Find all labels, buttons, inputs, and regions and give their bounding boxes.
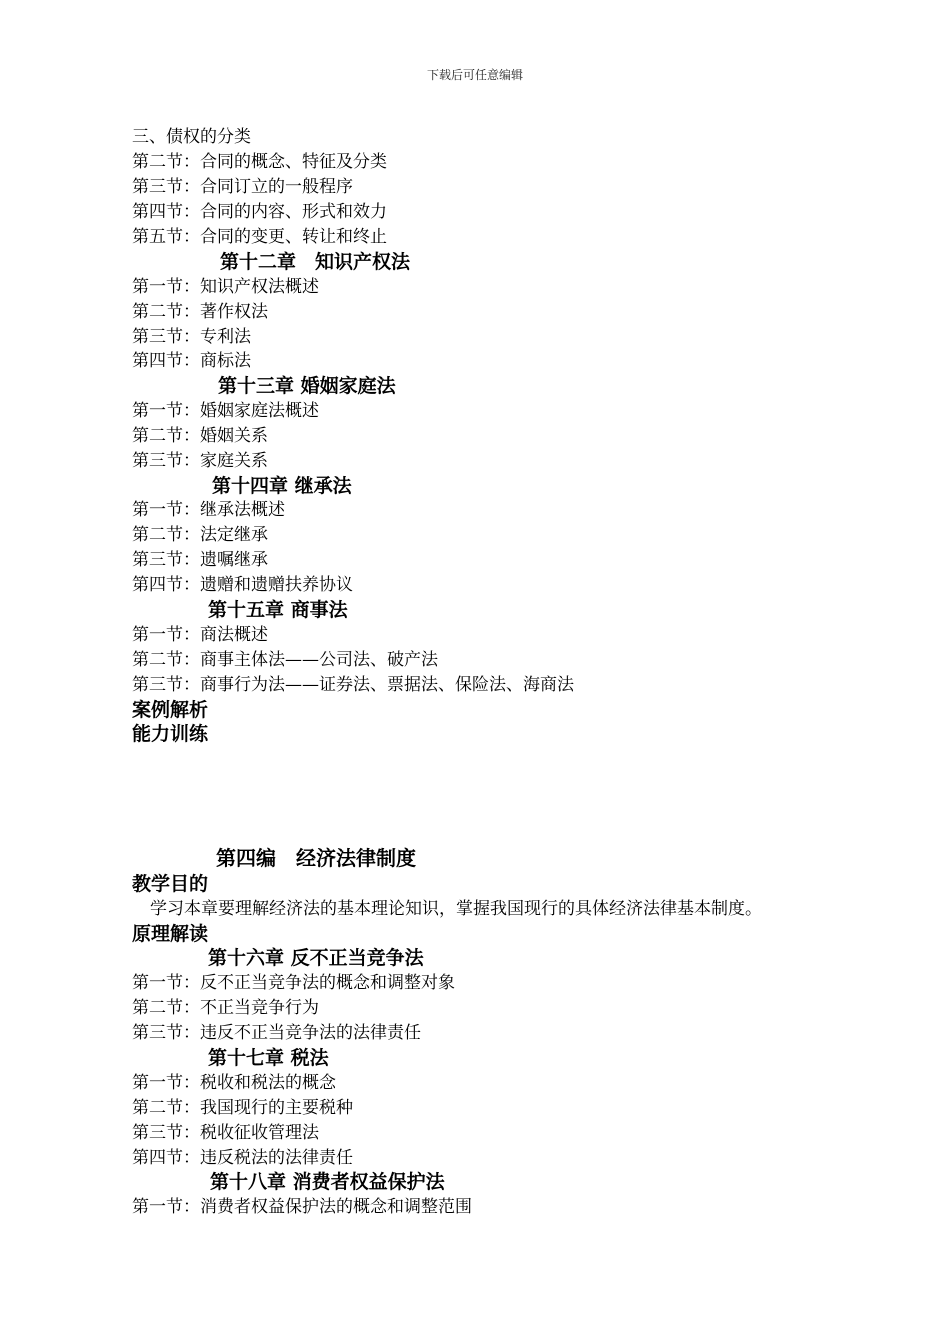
section-line: 第二节：法定继承	[132, 525, 268, 545]
section-line: 第四节：合同的内容、形式和效力	[132, 202, 387, 222]
part-title: 第四编 经济法律制度	[216, 846, 416, 870]
section-line: 第一节：婚姻家庭法概述	[132, 401, 319, 421]
section-line: 第二节：著作权法	[132, 302, 268, 322]
section-line: 第四节：违反税法的法律责任	[132, 1148, 353, 1168]
section-line: 第三节：合同订立的一般程序	[132, 177, 353, 197]
section-line: 第一节：消费者权益保护法的概念和调整范围	[132, 1197, 472, 1217]
case-analysis-heading: 案例解析	[132, 699, 209, 721]
section-line: 第二节：不正当竞争行为	[132, 998, 319, 1018]
subsection-line: 三、债权的分类	[132, 127, 251, 147]
chapter-title: 第十四章 继承法	[212, 475, 352, 497]
chapter-title: 第十二章 知识产权法	[220, 251, 411, 273]
objective-text: 学习本章要理解经济法的基本理论知识，掌握我国现行的具体经济法律基本制度。	[150, 899, 762, 919]
chapter-title: 第十七章 税法	[208, 1047, 329, 1069]
section-line: 第三节：专利法	[132, 327, 251, 347]
section-line: 第三节：违反不正当竞争法的法律责任	[132, 1023, 421, 1043]
section-line: 第四节：商标法	[132, 351, 251, 371]
chapter-title: 第十八章 消费者权益保护法	[210, 1171, 445, 1193]
teaching-objective-heading: 教学目的	[132, 873, 209, 895]
chapter-title: 第十六章 反不正当竞争法	[208, 947, 424, 969]
section-line: 第一节：继承法概述	[132, 500, 285, 520]
section-line: 第一节：税收和税法的概念	[132, 1073, 336, 1093]
chapter-title: 第十五章 商事法	[208, 599, 348, 621]
skill-training-heading: 能力训练	[132, 723, 209, 745]
chapter-title: 第十三章 婚姻家庭法	[218, 375, 396, 397]
section-line: 第三节：遗嘱继承	[132, 550, 268, 570]
section-line: 第一节：商法概述	[132, 625, 268, 645]
section-line: 第三节：家庭关系	[132, 451, 268, 471]
principle-heading: 原理解读	[132, 923, 209, 945]
section-line: 第二节：婚姻关系	[132, 426, 268, 446]
section-line: 第二节：商事主体法——公司法、破产法	[132, 650, 438, 670]
section-line: 第三节：商事行为法——证券法、票据法、保险法、海商法	[132, 675, 574, 695]
section-line: 第四节：遗赠和遗赠扶养协议	[132, 575, 353, 595]
section-line: 第二节：我国现行的主要税种	[132, 1098, 353, 1118]
section-line: 第一节：反不正当竞争法的概念和调整对象	[132, 973, 455, 993]
section-line: 第一节：知识产权法概述	[132, 277, 319, 297]
header-note: 下载后可任意编辑	[426, 68, 523, 82]
section-line: 第二节：合同的概念、特征及分类	[132, 152, 387, 172]
section-line: 第五节：合同的变更、转让和终止	[132, 227, 387, 247]
section-line: 第三节：税收征收管理法	[132, 1123, 319, 1143]
